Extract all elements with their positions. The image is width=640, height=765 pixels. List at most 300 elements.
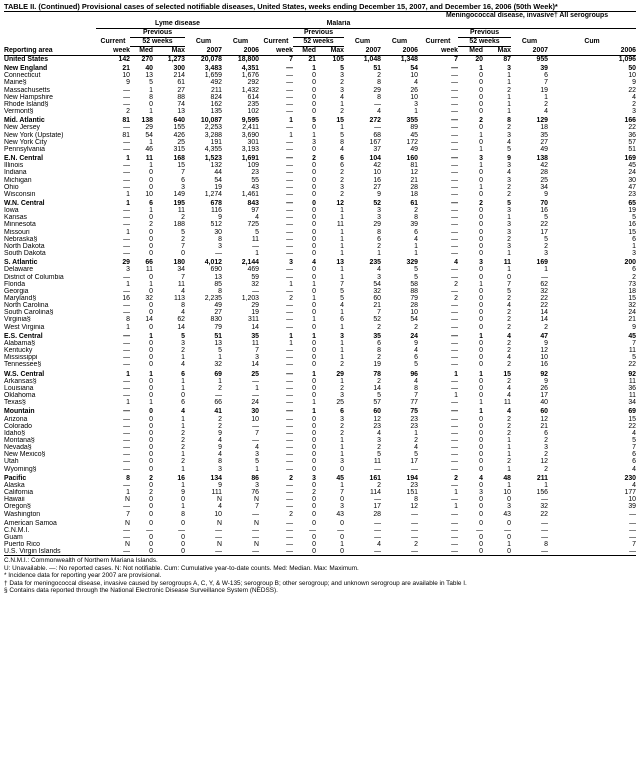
cell-value: —	[286, 489, 293, 497]
cell-value: 0	[479, 323, 483, 331]
cell-value: 5	[544, 235, 548, 243]
col-max: Max	[316, 47, 344, 56]
cell-value: 272	[369, 117, 381, 125]
cell-value: 2	[544, 323, 548, 331]
cell-value: 2	[377, 444, 381, 452]
cell-value: 1	[126, 323, 130, 331]
cell-value: 1	[507, 465, 511, 473]
cell-value: 4	[544, 108, 548, 116]
cell-value: —	[411, 534, 418, 541]
cell-value: 1	[149, 332, 153, 340]
cell-value: 35	[373, 332, 381, 340]
cell-value: 13	[177, 108, 185, 116]
cell-value: —	[451, 86, 458, 94]
cell-value: 11	[177, 207, 185, 215]
cell-value: 156	[536, 489, 548, 497]
cell-value: 1	[289, 280, 293, 288]
cell-value: 58	[410, 280, 418, 288]
reporting-area: Massachusetts	[4, 86, 50, 94]
reporting-area: Puerto Rico	[4, 541, 41, 549]
cell-value: —	[451, 309, 458, 317]
cell-value: —	[252, 534, 259, 541]
cell-value: 1	[507, 79, 511, 87]
cell-value: 0	[149, 519, 153, 527]
cell-value: —	[123, 309, 130, 317]
cell-value: 134	[210, 474, 222, 482]
cell-value: 1	[377, 250, 381, 258]
table-row	[4, 229, 636, 236]
cell-value: 142	[118, 56, 130, 63]
cell-value: 51	[214, 332, 222, 340]
cell-value: 0	[479, 86, 483, 94]
cell-value: 39	[410, 221, 418, 229]
cell-value: —	[123, 273, 130, 281]
cell-value: 4	[377, 541, 381, 549]
table-row	[4, 324, 636, 331]
cell-value: 61	[177, 79, 185, 87]
cell-value: 35	[251, 332, 259, 340]
reporting-area: North Dakota	[4, 242, 45, 250]
cell-value: 0	[479, 214, 483, 222]
cell-value: 17	[373, 503, 381, 511]
cell-value: 1	[507, 444, 511, 452]
cell-value: 0	[312, 100, 316, 108]
cell-value: —	[451, 510, 458, 518]
cell-value: —	[541, 496, 548, 504]
cell-value: 15	[503, 370, 511, 378]
cell-value: 0	[149, 323, 153, 331]
cell-value: 0	[312, 510, 316, 518]
cell-value: 12	[540, 458, 548, 466]
cell-value: 0	[312, 534, 316, 541]
cell-value: 7	[414, 392, 418, 400]
cell-value: 3	[218, 465, 222, 473]
cell-value: 0	[312, 392, 316, 400]
cell-value: 2	[340, 190, 344, 198]
cell-value: 1	[312, 408, 316, 416]
table-row	[4, 274, 636, 281]
cell-value: 7	[181, 273, 185, 281]
cell-value: 3	[507, 131, 511, 139]
reporting-area: Mississippi	[4, 354, 38, 362]
cell-value: 4	[377, 108, 381, 116]
cell-value: —	[451, 79, 458, 87]
cell-value: 1	[414, 242, 418, 250]
cell-value: —	[123, 526, 130, 534]
cell-value: 21	[122, 65, 130, 73]
table-row	[4, 115, 636, 124]
reporting-area: New York (Upstate)	[4, 131, 64, 139]
table-row	[4, 430, 636, 437]
cell-value: 22	[540, 221, 548, 229]
cell-value: 0	[312, 108, 316, 116]
cell-value: 160	[406, 155, 418, 163]
cell-value: —	[286, 124, 293, 132]
table-row	[4, 331, 636, 340]
cell-value: 15	[177, 162, 185, 170]
cell-value: —	[286, 526, 293, 534]
cell-value: 5	[340, 295, 344, 302]
cell-value: 0	[181, 250, 185, 258]
cell-value: N	[254, 496, 259, 504]
cell-value: 40	[540, 399, 548, 407]
table-row	[4, 146, 636, 153]
cell-value: 4	[507, 138, 511, 146]
cell-value: 166	[624, 117, 637, 125]
cell-value: 49	[410, 145, 418, 153]
cell-value: 0	[312, 377, 316, 385]
cell-value: 4	[414, 347, 418, 355]
cell-value: 79	[214, 323, 222, 331]
cell-value: 2	[340, 361, 344, 369]
cell-value: 0	[479, 465, 483, 473]
cell-value: 27	[214, 309, 222, 317]
cell-value: —	[374, 465, 381, 473]
cell-value: 10	[251, 415, 259, 423]
cell-value: 4	[181, 287, 185, 295]
cell-value: —	[286, 207, 293, 215]
cell-value: 149	[173, 190, 185, 198]
table-row	[4, 250, 636, 257]
cell-value: 104	[369, 155, 381, 163]
cell-value: 8	[377, 93, 381, 101]
cell-value: —	[451, 266, 458, 274]
table-row	[4, 511, 636, 518]
cell-value: 2	[340, 108, 344, 116]
cell-value: 300	[173, 65, 185, 73]
cell-value: 6	[181, 370, 185, 378]
cell-value: 7	[181, 169, 185, 177]
cell-value: —	[451, 436, 458, 444]
cell-value: 2,253	[204, 124, 222, 132]
cell-value: 43	[336, 510, 344, 518]
cell-value: —	[286, 242, 293, 250]
cell-value: 5	[340, 287, 344, 295]
cell-value: 36	[628, 384, 637, 392]
cell-value: 5	[340, 131, 344, 139]
cell-value: 2	[218, 422, 222, 430]
cell-value: 1	[507, 541, 511, 549]
cell-value: —	[511, 548, 548, 556]
cell-value: 75	[410, 408, 418, 416]
cell-value: —	[451, 72, 458, 80]
cell-value: 0	[479, 503, 483, 511]
cell-value: 4	[340, 145, 344, 153]
cell-value: 0	[479, 169, 483, 177]
cell-value: 1	[507, 100, 511, 108]
cell-value: N	[125, 496, 130, 504]
cell-value: 16	[628, 221, 637, 229]
cell-value: 7	[632, 339, 637, 347]
cell-value: —	[541, 534, 548, 541]
cell-value: 3	[255, 481, 259, 489]
cell-value: 1	[149, 86, 153, 94]
cell-value: 9	[218, 481, 222, 489]
reporting-area: Pacific	[4, 474, 27, 482]
reporting-area: Vermont§	[4, 108, 34, 116]
reporting-area: Kentucky	[4, 347, 33, 355]
cell-value: 6	[340, 162, 344, 170]
cell-value: 0	[312, 176, 316, 184]
cell-value: —	[451, 332, 458, 340]
cell-value: 7	[544, 79, 548, 87]
cell-value: 7	[126, 510, 130, 518]
table-row	[4, 56, 636, 64]
cell-value: —	[259, 548, 293, 556]
cell-value: 79	[410, 295, 418, 302]
cell-value: 301	[247, 138, 259, 146]
table-row	[4, 458, 636, 465]
cell-value: 2	[312, 489, 316, 497]
cell-value: 0	[312, 145, 316, 153]
reporting-area: Hawaii	[4, 496, 25, 504]
cell-value: 0	[479, 347, 483, 355]
cell-value: 2	[414, 541, 418, 549]
cell-value: —	[286, 273, 293, 281]
cell-value: —	[286, 309, 293, 317]
cell-value: 3	[479, 259, 483, 267]
cell-value: 0	[312, 444, 316, 452]
cell-value: 45	[628, 162, 637, 170]
cell-value: 1,048	[363, 56, 381, 63]
cell-value: —	[504, 526, 511, 534]
cell-value: 9	[544, 339, 548, 347]
cell-value: —	[451, 339, 458, 347]
cell-value: 36	[628, 131, 637, 139]
cell-value: 0	[149, 169, 153, 177]
cell-value: 690	[210, 266, 222, 274]
cell-value: 1,461	[241, 190, 259, 198]
cell-value: 5	[414, 361, 418, 369]
cell-value: —	[123, 429, 130, 437]
cell-value: 0	[483, 548, 511, 556]
cell-value: 42	[373, 162, 381, 170]
cell-value: 2	[544, 436, 548, 444]
cell-value: —	[286, 183, 293, 191]
reporting-area: Oklahoma	[4, 392, 36, 400]
cell-value: 11	[628, 392, 637, 400]
cell-value: —	[286, 323, 293, 331]
table-row	[4, 198, 636, 207]
footnote: C.N.M.I.: Commonwealth of Northern Mariana Islands.	[4, 557, 158, 565]
cell-value: —	[451, 169, 458, 177]
cell-value: 0	[479, 429, 483, 437]
cell-value: 3	[312, 474, 316, 482]
cell-value: 8	[340, 138, 344, 146]
cell-value: 1	[507, 481, 511, 489]
cell-value: 10	[410, 72, 418, 80]
cell-value: 9	[218, 214, 222, 222]
cell-value: 30	[214, 228, 222, 236]
table-row	[4, 503, 636, 510]
cell-value: —	[451, 250, 458, 258]
cell-value: 23	[410, 415, 418, 423]
cell-value: 25	[251, 370, 259, 378]
cell-value: —	[123, 465, 130, 473]
cell-value: —	[123, 415, 130, 423]
cell-value: 29	[336, 370, 344, 378]
reporting-area: Alabama§	[4, 339, 36, 347]
cell-value: N	[217, 541, 222, 549]
cell-value: 0	[312, 235, 316, 243]
cell-value: 1,691	[241, 155, 259, 163]
cell-value: 0	[479, 228, 483, 236]
cell-value: 8	[414, 384, 418, 392]
cell-value: —	[123, 242, 130, 250]
cell-value: 9	[544, 377, 548, 385]
cell-value: 24	[628, 169, 637, 177]
cell-value: 5	[149, 79, 153, 87]
cell-value: 3	[507, 207, 511, 215]
cell-value: 3	[126, 266, 130, 274]
cell-value: 3	[340, 332, 344, 340]
table-row	[4, 266, 636, 273]
cell-value: N	[125, 541, 130, 549]
cell-value: 2	[414, 436, 418, 444]
cell-value: 6	[340, 155, 344, 163]
cell-value: 172	[406, 138, 418, 146]
cell-value: 6	[181, 399, 185, 407]
cell-value: 0	[479, 108, 483, 116]
cell-value: 54	[410, 316, 418, 324]
cell-value: —	[123, 408, 130, 416]
cell-value: 28	[540, 169, 548, 177]
cell-value: 2	[454, 280, 458, 288]
cell-value: 8	[414, 214, 418, 222]
cell-value: 0	[149, 436, 153, 444]
cell-value: 3	[479, 489, 483, 497]
cell-value: 0	[312, 214, 316, 222]
cell-value: 5	[414, 273, 418, 281]
disease-table	[4, 11, 636, 556]
table-row	[4, 534, 636, 541]
cell-value: 329	[406, 259, 418, 267]
cell-value: —	[451, 347, 458, 355]
cell-value: 1	[289, 117, 293, 125]
reporting-area: E.N. Central	[4, 155, 44, 163]
cell-value: 5	[181, 332, 185, 340]
cell-value: —	[286, 138, 293, 146]
cell-value: 162	[210, 100, 222, 108]
cell-value: —	[185, 548, 222, 556]
cell-value: 195	[173, 199, 185, 207]
cell-value: 0	[312, 496, 316, 504]
cell-value: 13	[336, 259, 344, 267]
cell-value: —	[286, 436, 293, 444]
cell-value: 1,348	[400, 56, 418, 63]
cell-value: 27	[177, 86, 185, 94]
cell-value: 7	[632, 444, 637, 452]
cell-value: 1	[479, 162, 483, 170]
cell-value: 0	[312, 541, 316, 549]
cell-value: —	[337, 526, 344, 534]
cell-value: 6	[181, 176, 185, 184]
col-max: Max	[153, 47, 185, 56]
table-row	[4, 139, 636, 146]
cell-value: 0	[149, 377, 153, 385]
cell-value: 0	[479, 250, 483, 258]
cell-value: 0	[181, 541, 185, 549]
cell-value: 235	[369, 259, 381, 267]
cell-value: 0	[479, 221, 483, 229]
cell-value: 1	[340, 214, 344, 222]
cell-value: 1	[126, 280, 130, 288]
table-row	[4, 473, 636, 482]
cell-value: —	[215, 526, 222, 534]
reporting-area: New Hampshire	[4, 93, 54, 101]
cell-value: 0	[312, 242, 316, 250]
cell-value: 9	[377, 190, 381, 198]
cell-value: —	[146, 526, 153, 534]
cell-value: 3	[377, 273, 381, 281]
cell-value: 4	[632, 481, 637, 489]
cell-value: 21	[373, 302, 381, 310]
cell-value: 4	[312, 259, 316, 267]
reporting-area: Indiana	[4, 169, 27, 177]
cell-value: 1	[289, 339, 293, 347]
cell-value: 4	[255, 214, 259, 222]
reporting-area: American Samoa	[4, 519, 57, 527]
cell-value: 3,288	[204, 131, 222, 139]
table-row	[4, 207, 636, 214]
cell-value: 129	[536, 117, 548, 125]
meningococcal-group-title: Meningococcal disease, invasive† All serogroups	[418, 12, 636, 21]
cell-value: 0	[312, 250, 316, 258]
reporting-area: Idaho§	[4, 429, 26, 437]
reporting-area: Alaska	[4, 481, 25, 489]
cell-value: 0	[149, 273, 153, 281]
cell-value: 8	[126, 316, 130, 324]
table-row	[4, 87, 636, 94]
cell-value: 15	[628, 295, 637, 302]
cell-value: 1	[181, 481, 185, 489]
cell-value: 1	[544, 481, 548, 489]
cell-value: 0	[181, 496, 185, 504]
cell-value: 81	[122, 131, 130, 139]
cell-value: —	[123, 534, 130, 541]
cell-value: 4	[181, 361, 185, 369]
cell-value: 28	[410, 302, 418, 310]
cell-value: 0	[153, 548, 185, 556]
cell-value: 0	[312, 422, 316, 430]
cell-value: 54	[410, 65, 418, 73]
lyme-52weeks: 52 weeks	[130, 38, 185, 47]
cell-value: 8	[181, 510, 185, 518]
cell-value: 1,096	[618, 56, 637, 63]
cell-value: 111	[211, 489, 222, 497]
cell-value: 45	[336, 474, 344, 482]
cell-value: 7	[255, 503, 259, 511]
cell-value: 1	[479, 131, 483, 139]
cell-value: 0	[479, 436, 483, 444]
cell-value: 2	[377, 354, 381, 362]
cell-value: —	[123, 361, 130, 369]
malaria-previous: Previous	[293, 29, 344, 38]
cell-value: 168	[173, 155, 185, 163]
cell-value: —	[123, 100, 130, 108]
cell-value: 4	[632, 93, 637, 101]
cell-value: 61	[410, 199, 418, 207]
cell-value: 1	[340, 451, 344, 459]
col-2006: 2006	[548, 47, 636, 56]
cell-value: 45	[628, 332, 637, 340]
cell-value: 3	[632, 250, 637, 258]
malaria-52weeks: 52 weeks	[293, 38, 344, 47]
table-row	[4, 243, 636, 250]
cell-value: 270	[141, 56, 153, 63]
cell-value: 292	[247, 79, 259, 87]
reporting-area: Louisiana	[4, 384, 34, 392]
